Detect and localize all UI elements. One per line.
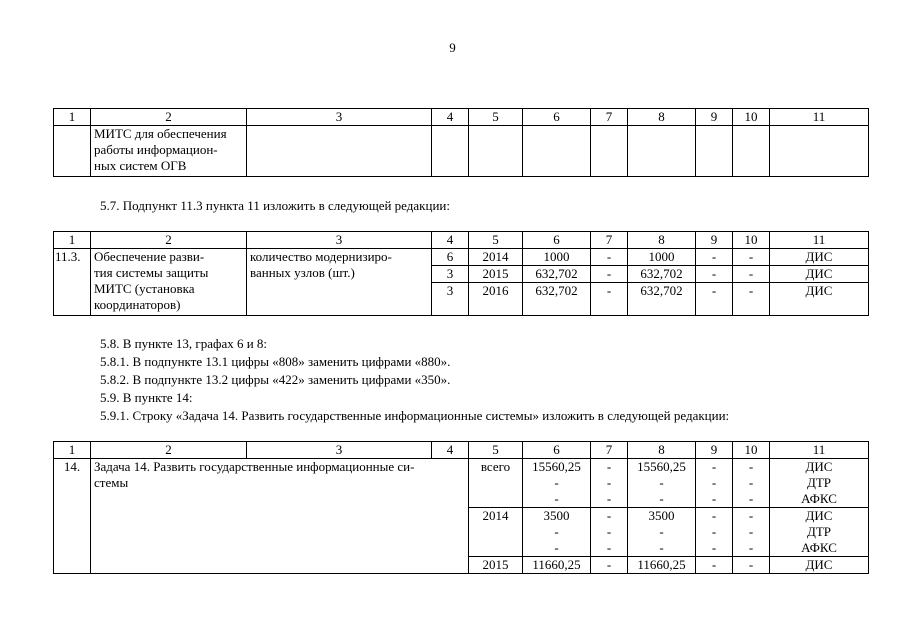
header-cell: 5: [469, 442, 523, 459]
cell: [770, 459, 869, 508]
cell-line: АФКС: [801, 491, 837, 506]
table-header-row: [54, 442, 869, 459]
cell: всего: [469, 459, 523, 508]
header-cell: 2: [91, 109, 247, 126]
header-cell: 10: [733, 109, 770, 126]
cell: [770, 508, 869, 557]
cell: [733, 508, 770, 557]
cell-line: координаторов): [94, 297, 181, 312]
cell: [696, 508, 733, 557]
paragraph-5-8-2: 5.8.2. В подпункте 13.2 цифры «422» заменить цифрами «350».: [100, 372, 451, 387]
cell: -: [733, 266, 770, 283]
cell-line: ДТР: [806, 524, 832, 539]
header-cell: 10: [733, 442, 770, 459]
cell: -: [591, 557, 628, 574]
cell: [247, 126, 432, 177]
cell: [696, 126, 733, 177]
paragraph-5-9: 5.9. В пункте 14:: [100, 390, 193, 405]
cell: 632,702: [523, 266, 591, 283]
cell: [628, 126, 696, 177]
cell-line: -: [606, 540, 612, 555]
cell-line: МИТС (установка: [94, 281, 195, 296]
cell-line: -: [659, 475, 664, 490]
cell: ДИС: [770, 557, 869, 574]
table-continuation: [53, 108, 869, 177]
cell-line: -: [606, 459, 612, 474]
header-cell: 7: [591, 232, 628, 249]
header-cell: 1: [54, 232, 91, 249]
header-cell: 9: [696, 109, 733, 126]
cell-line: тия системы защиты: [94, 265, 209, 280]
table-task-14: [53, 441, 869, 574]
cell-line: -: [659, 524, 664, 539]
cell-line: -: [748, 475, 754, 490]
cell: [523, 126, 591, 177]
cell: [733, 126, 770, 177]
cell-indicator: [247, 249, 432, 316]
cell: -: [591, 266, 628, 283]
cell: -: [733, 557, 770, 574]
cell-line: -: [606, 508, 612, 523]
cell: 2015: [469, 266, 523, 283]
cell-line: -: [659, 540, 664, 555]
cell-line: 15560,25: [637, 459, 686, 474]
cell-line: -: [554, 491, 559, 506]
cell-line: -: [659, 491, 664, 506]
cell: [733, 459, 770, 508]
cell: [54, 126, 91, 177]
cell-line: -: [606, 524, 612, 539]
cell: 2014: [469, 249, 523, 266]
cell-name: [91, 249, 247, 316]
table-row: [54, 249, 869, 266]
cell: 632,702: [628, 266, 696, 283]
header-cell: 4: [432, 109, 469, 126]
paragraph-5-8-1: 5.8.1. В подпункте 13.1 цифры «808» заменить цифрами «880».: [100, 354, 451, 369]
cell: 11660,25: [523, 557, 591, 574]
cell-line: -: [711, 524, 717, 539]
header-cell: 2: [91, 232, 247, 249]
cell-line: -: [748, 524, 754, 539]
header-cell: 6: [523, 442, 591, 459]
header-cell: 10: [733, 232, 770, 249]
cell-line: работы информацион-: [94, 142, 218, 157]
header-cell: 7: [591, 109, 628, 126]
cell-line: -: [748, 459, 754, 474]
cell: 6: [432, 249, 469, 266]
cell-line: -: [748, 508, 754, 523]
cell-line: 3500: [543, 508, 570, 523]
cell-name: [91, 126, 247, 177]
cell-line: ванных узлов (шт.): [250, 265, 355, 280]
cell: -: [696, 557, 733, 574]
header-cell: 1: [54, 109, 91, 126]
cell-line: -: [606, 475, 612, 490]
cell-line: АФКС: [801, 540, 837, 555]
header-cell: 9: [696, 232, 733, 249]
header-cell: 5: [469, 232, 523, 249]
cell-line: -: [554, 475, 559, 490]
cell: [591, 459, 628, 508]
cell: 11660,25: [628, 557, 696, 574]
cell: [432, 126, 469, 177]
cell: -: [591, 249, 628, 266]
cell: 632,702: [523, 283, 591, 316]
cell-line: -: [711, 475, 717, 490]
cell: ДИС: [770, 266, 869, 283]
table-row: [54, 126, 869, 177]
cell: 2015: [469, 557, 523, 574]
cell: -: [733, 249, 770, 266]
cell: -: [696, 283, 733, 316]
table-11-3: [53, 231, 869, 316]
cell: [628, 508, 696, 557]
header-cell: 11: [770, 109, 869, 126]
cell: [591, 508, 628, 557]
cell-line: ных систем ОГВ: [94, 158, 187, 173]
table-row: [54, 459, 869, 508]
header-cell: 3: [247, 232, 432, 249]
header-cell: 9: [696, 442, 733, 459]
header-cell: 11: [770, 232, 869, 249]
cell-line: Задача 14. Развить государственные информационные си-: [94, 459, 415, 474]
header-cell: 8: [628, 232, 696, 249]
cell-line: -: [748, 491, 754, 506]
table-header-row: [54, 232, 869, 249]
cell: -: [733, 283, 770, 316]
cell-number: 11.3.: [54, 249, 91, 316]
cell: -: [696, 249, 733, 266]
cell: [591, 126, 628, 177]
cell: [770, 126, 869, 177]
paragraph-5-7: 5.7. Подпункт 11.3 пункта 11 изложить в следующей редакции:: [100, 198, 450, 213]
page-number: 9: [449, 40, 456, 55]
cell-line: количество модернизиро-: [250, 249, 392, 264]
cell: 2016: [469, 283, 523, 316]
cell-task: [91, 459, 469, 574]
cell-line: -: [748, 540, 754, 555]
cell: ДИС: [770, 249, 869, 266]
header-cell: 2: [91, 442, 247, 459]
cell-line: 3500: [648, 508, 675, 523]
header-cell: 4: [432, 442, 469, 459]
cell-line: -: [554, 524, 559, 539]
cell: 2014: [469, 508, 523, 557]
cell: -: [696, 266, 733, 283]
cell: [628, 459, 696, 508]
cell: 3: [432, 283, 469, 316]
cell-line: -: [554, 540, 559, 555]
header-cell: 6: [523, 109, 591, 126]
cell: [523, 508, 591, 557]
cell-line: Обеспечение разви-: [94, 249, 205, 264]
header-cell: 7: [591, 442, 628, 459]
cell: [523, 459, 591, 508]
cell: 1000: [628, 249, 696, 266]
cell-line: -: [711, 459, 717, 474]
header-cell: 3: [247, 109, 432, 126]
cell-line: ДИС: [805, 459, 833, 474]
header-cell: 4: [432, 232, 469, 249]
cell: 3: [432, 266, 469, 283]
cell-line: ДИС: [805, 508, 833, 523]
cell-line: -: [606, 491, 612, 506]
header-cell: 8: [628, 109, 696, 126]
cell: [469, 126, 523, 177]
header-cell: 11: [770, 442, 869, 459]
header-cell: 1: [54, 442, 91, 459]
cell: ДИС: [770, 283, 869, 316]
cell-line: 15560,25: [532, 459, 581, 474]
table-header-row: [54, 109, 869, 126]
cell-line: -: [711, 508, 717, 523]
cell: [696, 459, 733, 508]
header-cell: 6: [523, 232, 591, 249]
cell-line: МИТС для обеспечения: [94, 126, 227, 141]
header-cell: 3: [247, 442, 432, 459]
cell-line: ДТР: [806, 475, 832, 490]
paragraph-5-8: 5.8. В пункте 13, графах 6 и 8:: [100, 336, 268, 351]
cell-line: стемы: [94, 475, 129, 490]
cell-number: 14.: [54, 459, 91, 574]
header-cell: 5: [469, 109, 523, 126]
cell: -: [591, 283, 628, 316]
cell: 632,702: [628, 283, 696, 316]
paragraph-5-9-1: 5.9.1. Строку «Задача 14. Развить государственные информационные системы» изложить в следующей редакции:: [100, 408, 730, 423]
cell-line: -: [711, 491, 717, 506]
header-cell: 8: [628, 442, 696, 459]
cell-line: -: [711, 540, 717, 555]
cell: 1000: [523, 249, 591, 266]
